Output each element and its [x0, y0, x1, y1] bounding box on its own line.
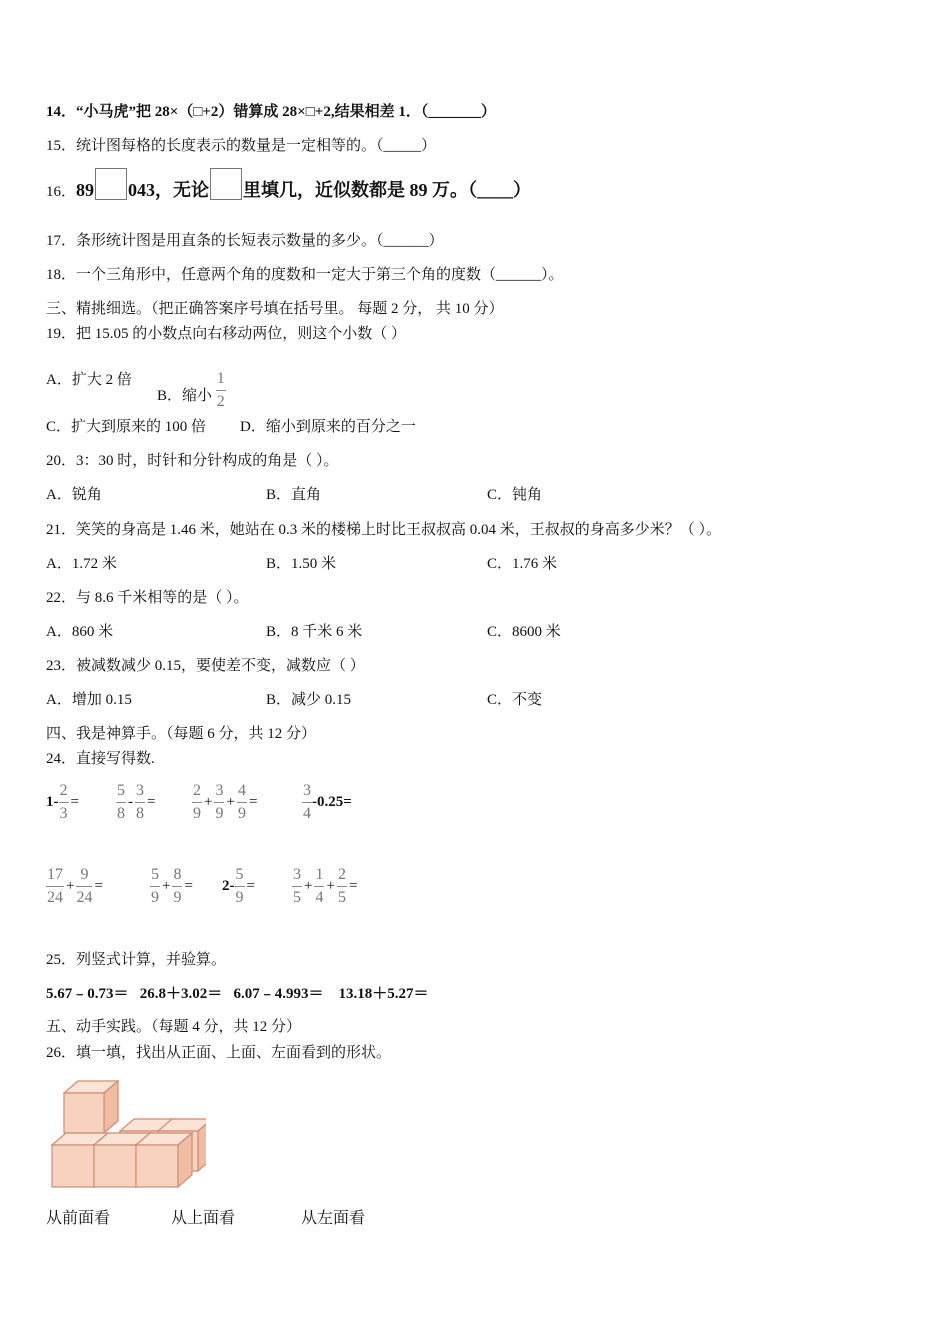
cube-top [64, 1081, 118, 1133]
question-number: 23． [46, 658, 77, 674]
question-text-part: 89 [76, 180, 95, 200]
option-c: C．扩大到原来的 100 倍 [46, 419, 207, 435]
question-21 [46, 520, 721, 540]
fraction: $\frac{3}{5}$ [293, 866, 301, 906]
option-a: A．锐角 [46, 487, 102, 503]
fraction: $\frac{5}{8}$ [117, 782, 125, 822]
section-5-heading: 五、动手实践。（每题 4 分，共 12 分） [46, 1019, 302, 1035]
question-number: 25． [46, 952, 77, 968]
question-text-part: 043，无论 [128, 180, 210, 200]
option-c: C．1.76 米 [487, 556, 558, 572]
fraction: $\frac{9}{24}$ [76, 866, 93, 906]
question-26 [46, 1043, 391, 1063]
option-b: B．直角 [266, 487, 322, 503]
question-text: “小马虎”把 28×（□+2）错算成 28×□+2,结果相差 1．（_______） [76, 104, 496, 120]
option-a: A．扩大 2 倍 [46, 372, 132, 388]
question-text: 笑笑的身高是 1.46 米，她站在 0.3 米的楼梯上时比王叔叔高 0.04 米，王叔叔的身高多少米？（ ）。 [76, 522, 722, 538]
option-c: C．钝角 [487, 487, 543, 503]
fraction: $\frac{17}{24}$ [47, 866, 63, 906]
option-a: A．860 米 [46, 624, 114, 640]
fraction: $\frac{2}{5}$ [337, 866, 346, 906]
question-number: 18． [46, 267, 77, 283]
expression-1: 1- $\frac{2}{3}$ = [46, 782, 79, 822]
fraction: $\frac{5}{9}$ [151, 866, 159, 906]
fraction: $\frac{4}{9}$ [237, 782, 246, 822]
blank-box [95, 168, 127, 200]
question-15 [46, 136, 436, 156]
question-number: 19． [46, 326, 77, 342]
option-d: D．缩小到原来的百分之一 [240, 419, 416, 435]
question-22 [46, 588, 249, 608]
expression-5: $\frac{17}{24}$ + $\frac{9}{24}$ = [47, 866, 103, 906]
question-number: 26． [46, 1045, 77, 1061]
cube-stack-figure [46, 1075, 206, 1190]
vertical-calc-list: 5.67﹣0.73＝ 26.8＋3.02＝ 6.07﹣4.993＝ 13.18＋5.27＝ [46, 986, 429, 1002]
option-b: B．1.50 米 [266, 556, 337, 572]
question-number: 22． [46, 590, 77, 606]
section-4-heading: 四、我是神算手。（每题 6 分，共 12 分） [46, 726, 317, 742]
fraction: $\frac{3}{9}$ [215, 782, 224, 822]
question-text: 一个三角形中，任意两个角的度数和一定大于第三个角的度数（______）。 [76, 267, 564, 283]
question-23 [46, 656, 365, 676]
fraction: $\frac{8}{9}$ [173, 866, 182, 906]
label-top-view: 从上面看 [171, 1210, 236, 1227]
expression-3: $\frac{2}{9}$ + $\frac{3}{9}$ + $\frac{4}{9}$ = [193, 782, 258, 822]
option-b [157, 370, 226, 411]
question-17 [46, 231, 444, 251]
question-text: 3：30 时，时针和分针构成的角是（ ）。 [76, 453, 339, 469]
question-20 [46, 451, 339, 471]
question-text: 列竖式计算，并验算。 [76, 952, 227, 968]
question-25 [46, 950, 226, 970]
option-c: C．8600 米 [487, 624, 561, 640]
question-text: 把 15.05 的小数点向右移动两位，则这个小数（ ） [76, 326, 407, 342]
question-24 [46, 749, 155, 769]
expression-4: $\frac{3}{4}$ -0.25= [303, 782, 352, 822]
question-number: 21． [46, 522, 77, 538]
expression-2: $\frac{5}{8}$ - $\frac{3}{8}$ = [117, 782, 156, 822]
question-19 [46, 324, 406, 344]
question-text: 与 8.6 千米相等的是（ ）。 [76, 590, 249, 606]
question-number: 14． [46, 104, 77, 120]
option-b: B．减少 0.15 [266, 692, 352, 708]
expression-6: $\frac{5}{9}$ + $\frac{8}{9}$ = [151, 866, 193, 906]
fraction: $\frac{1}{2}$ [216, 370, 225, 410]
question-text: 被减数减少 0.15，要使差不变，减数应（ ） [76, 658, 365, 674]
option-b: B．8 千米 6 米 [266, 624, 363, 640]
fraction: $\frac{3}{8}$ [136, 782, 144, 822]
expression-7: 2- $\frac{5}{9}$ = [222, 866, 255, 906]
question-text-part: 里填几，近似数都是 89 万。（____） [243, 180, 532, 200]
option-a: A．增加 0.15 [46, 692, 132, 708]
question-16 [46, 168, 531, 207]
question-number: 15． [46, 138, 77, 154]
section-3-heading: 三、精挑细选。（把正确答案序号填在括号里。 每题 2 分， 共 10 分） [46, 301, 504, 317]
fraction: $\frac{2}{3}$ [59, 782, 68, 822]
fraction: $\frac{1}{4}$ [315, 866, 324, 906]
blank-box [210, 168, 242, 200]
fraction: $\frac{5}{9}$ [235, 866, 244, 906]
fraction: $\frac{3}{4}$ [303, 782, 311, 822]
question-text: 填一填，找出从正面、上面、左面看到的形状。 [76, 1045, 392, 1061]
option-c: C．不变 [487, 692, 543, 708]
option-b-label: B．缩小 [157, 388, 213, 404]
question-number: 24． [46, 751, 77, 767]
expression-8: $\frac{3}{5}$ + $\frac{1}{4}$ + $\frac{2}{5}$ = [293, 866, 358, 906]
cube-front-3 [136, 1133, 192, 1187]
question-number: 20． [46, 453, 77, 469]
question-text: 直接写得数. [76, 751, 155, 767]
question-18 [46, 265, 564, 285]
option-a: A．1.72 米 [46, 556, 117, 572]
label-left-view: 从左面看 [301, 1210, 366, 1227]
fraction: $\frac{2}{9}$ [193, 782, 201, 822]
question-14 [46, 102, 496, 122]
label-front-view: 从前面看 [46, 1210, 111, 1227]
question-text: 条形统计图是用直条的长短表示数量的多少。（______） [76, 233, 444, 249]
question-number: 16． [46, 184, 77, 200]
question-number: 17． [46, 233, 77, 249]
question-text: 统计图每格的长度表示的数量是一定相等的。（_____） [76, 138, 437, 154]
